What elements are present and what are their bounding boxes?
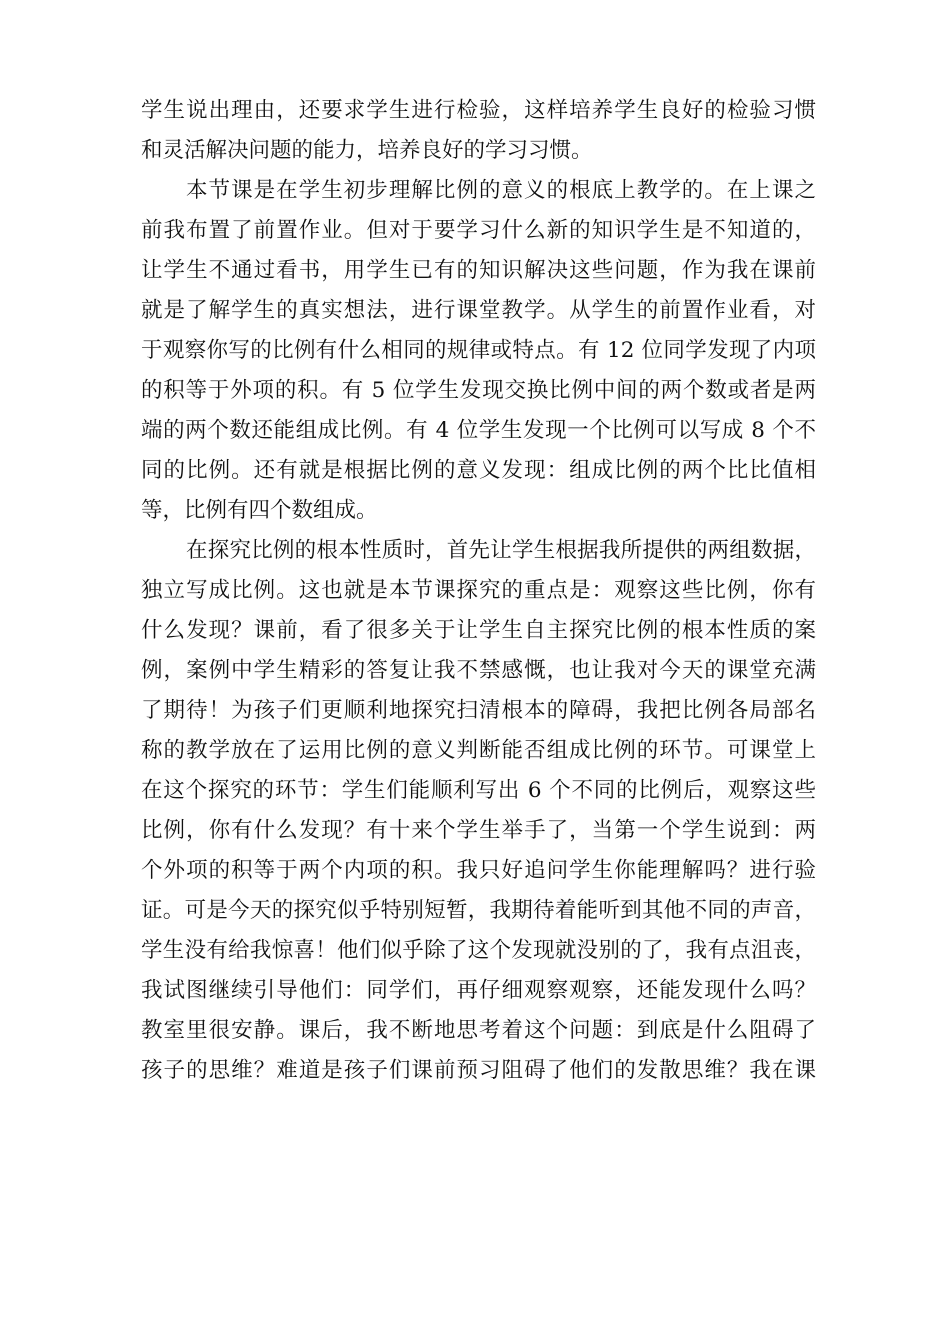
- text-line: 等，比例有四个数组成。: [141, 498, 378, 523]
- body-text: [141, 91, 816, 1091]
- text-line: 同的比例。还有就是根据比例的意义发现：组成比例的两个比比值相: [141, 458, 816, 483]
- text-line: 例，案例中学生精彩的答复让我不禁感慨，也让我对今天的课堂充满: [141, 658, 816, 683]
- text-line: 个外项的积等于两个内项的积。我只好追问学生你能理解吗？进行验: [141, 858, 816, 883]
- text-line: 什么发现？课前，看了很多关于让学生自主探究比例的根本性质的案: [141, 618, 816, 643]
- text-line: 我试图继续引导他们：同学们，再仔细观察观察，还能发现什么吗？: [141, 978, 816, 1003]
- text-line: 学生没有给我惊喜！他们似乎除了这个发现就没别的了，我有点沮丧，: [141, 938, 816, 963]
- text-line: 端的两个数还能组成比例。有 4 位学生发现一个比例可以写成 8 个不: [141, 418, 816, 443]
- text-line: 本节课是在学生初步理解比例的意义的根底上教学的。在上课之: [186, 178, 816, 203]
- text-line: 和灵活解决问题的能力，培养良好的学习习惯。: [141, 138, 593, 163]
- text-line: 在探究比例的根本性质时，首先让学生根据我所提供的两组数据，: [186, 538, 816, 563]
- text-line: 独立写成比例。这也就是本节课探究的重点是：观察这些比例，你有: [141, 578, 816, 603]
- text-line: 证。可是今天的探究似乎特别短暂，我期待着能听到其他不同的声音，: [141, 898, 816, 923]
- text-line: 比例，你有什么发现？有十来个学生举手了，当第一个学生说到：两: [141, 818, 816, 843]
- text-line: 让学生不通过看书，用学生已有的知识解决这些问题，作为我在课前: [141, 258, 816, 283]
- text-line: 就是了解学生的真实想法，进行课堂教学。从学生的前置作业看，对: [141, 298, 816, 323]
- text-line: 前我布置了前置作业。但对于要学习什么新的知识学生是不知道的，: [141, 218, 816, 243]
- text-line: 教室里很安静。课后，我不断地思考着这个问题：到底是什么阻碍了: [141, 1018, 816, 1043]
- text-line: 在这个探究的环节：学生们能顺利写出 6 个不同的比例后，观察这些: [141, 778, 816, 803]
- text-line: 了期待！为孩子们更顺利地探究扫清根本的障碍，我把比例各局部名: [141, 698, 816, 723]
- text-line: 学生说出理由，还要求学生进行检验，这样培养学生良好的检验习惯: [141, 98, 816, 123]
- text-line: 的积等于外项的积。有 5 位学生发现交换比例中间的两个数或者是两: [141, 378, 816, 403]
- text-line: 孩子的思维？难道是孩子们课前预习阻碍了他们的发散思维？我在课: [141, 1058, 816, 1083]
- text-line: 于观察你写的比例有什么相同的规律或特点。有 12 位同学发现了内项: [141, 338, 816, 363]
- text-line: 称的教学放在了运用比例的意义判断能否组成比例的环节。可课堂上: [141, 738, 816, 763]
